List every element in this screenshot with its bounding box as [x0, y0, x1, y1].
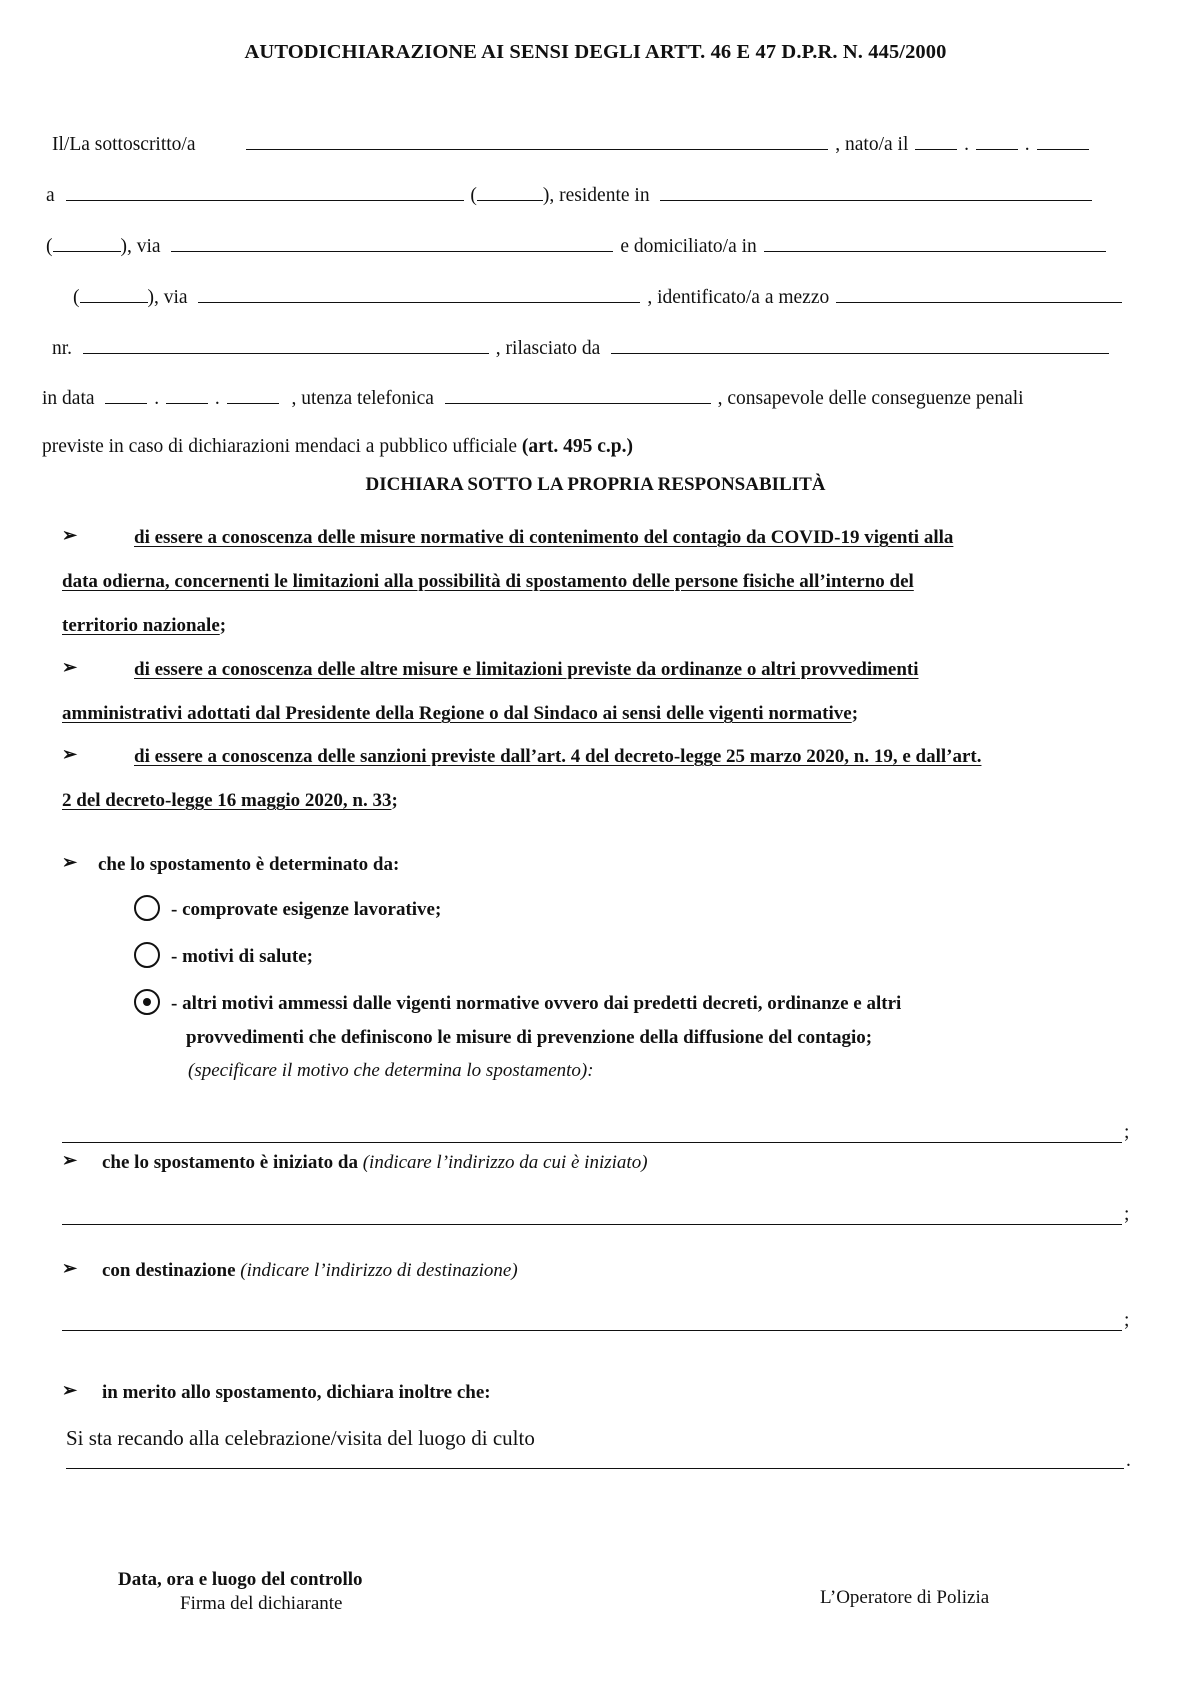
- row-luogo-nascita: [46, 183, 1094, 206]
- operatore-polizia-label: L’Operatore di Polizia: [820, 1587, 990, 1608]
- rilasciato-label: , rilasciato da: [495, 338, 601, 359]
- option-altri-label-2: provvedimenti che definiscono le misure di prevenzione della diffusione del contagio;: [186, 1027, 873, 1048]
- identificato-label: , identificato/a a mezzo: [647, 287, 830, 308]
- previste-text: previste in caso di dichiarazioni mendaci a pubblico ufficiale: [42, 436, 522, 457]
- date-separator: .: [964, 134, 969, 155]
- semicolon: ;: [851, 703, 859, 724]
- date-separator: .: [154, 388, 160, 409]
- birth-month-field[interactable]: [976, 132, 1018, 150]
- radio-lavoro[interactable]: [134, 895, 160, 921]
- via-label: ), via: [120, 236, 161, 257]
- motivo-specification-field[interactable]: [62, 1142, 1122, 1143]
- option-altri-label: - altri motivi ammessi dalle vigenti normative ovvero dai predetti decreti, ordinanze e altri: [171, 993, 902, 1014]
- birth-province-field[interactable]: [477, 183, 543, 201]
- birth-year-field[interactable]: [1037, 132, 1089, 150]
- domiciliato-label: e domiciliato/a in: [620, 236, 757, 257]
- phone-field[interactable]: [445, 386, 711, 404]
- semicolon: ;: [1124, 1122, 1130, 1143]
- declaration-1-line-3: [62, 616, 226, 635]
- date-separator: .: [1024, 134, 1030, 155]
- row-domicilio: [73, 285, 1124, 308]
- residente-label: ), residente in: [542, 185, 650, 206]
- issue-year-field[interactable]: [227, 386, 279, 404]
- section-heading: DICHIARA SOTTO LA PROPRIA RESPONSABILITÀ: [365, 474, 826, 495]
- declaration-2-line-2: [62, 704, 858, 723]
- birth-day-field[interactable]: [915, 132, 957, 150]
- radio-altri-motivi-selected[interactable]: [134, 989, 160, 1015]
- a-label: a: [46, 185, 55, 206]
- issue-month-field[interactable]: [166, 386, 208, 404]
- id-document-type-field[interactable]: [836, 285, 1122, 303]
- declaration-3-text-2: 2 del decreto-legge 16 maggio 2020, n. 33: [62, 790, 392, 811]
- period: .: [1126, 1450, 1131, 1471]
- specify-note: (specificare il motivo che determina lo spostamento):: [188, 1060, 594, 1081]
- option-lavoro-label: - comprovate esigenze lavorative;: [171, 899, 442, 920]
- destinazione-address-field[interactable]: [62, 1330, 1122, 1331]
- motivo-label: che lo spostamento è determinato da:: [98, 854, 400, 875]
- declaration-3-text-1: di essere a conoscenza delle sanzioni previste dall’art. 4 del decreto-legge 25 marzo 2020, n. 19, e dall’art.: [134, 746, 982, 767]
- inoltre-label: in merito allo spostamento, dichiara inoltre che:: [102, 1382, 491, 1403]
- residence-province-field[interactable]: [53, 234, 121, 252]
- origine-label: che lo spostamento è iniziato da: [102, 1152, 363, 1173]
- utenza-label: , utenza telefonica: [291, 388, 434, 409]
- origine-row: [102, 1153, 648, 1172]
- declaration-1-line-1: [134, 528, 953, 547]
- declaration-1-text-3: territorio nazionale: [62, 615, 220, 636]
- semicolon: ;: [219, 615, 227, 636]
- domicile-city-field[interactable]: [764, 234, 1106, 252]
- semicolon: ;: [1124, 1310, 1130, 1331]
- bullet-arrow-icon: ➢: [62, 1258, 78, 1278]
- domicile-street-field[interactable]: [198, 285, 640, 303]
- declaration-1-text-2: data odierna, concernenti le limitazioni alla possibilità di spostamento delle persone fisiche all’interno del: [62, 571, 914, 592]
- residence-city-field[interactable]: [660, 183, 1092, 201]
- declaration-2-text-2: amministrativi adottati dal Presidente della Regione o dal Sindaco ai sensi delle vigenti normative: [62, 703, 852, 724]
- open-paren: (: [46, 236, 53, 257]
- declaration-1-line-2: [62, 572, 914, 591]
- origine-address-field[interactable]: [62, 1224, 1122, 1225]
- bullet-arrow-icon: ➢: [62, 852, 78, 872]
- data-ora-luogo-label: Data, ora e luogo del controllo: [118, 1569, 363, 1590]
- residence-street-field[interactable]: [171, 234, 613, 252]
- document-title: AUTODICHIARAZIONE AI SENSI DEGLI ARTT. 46 E 47 D.P.R. N. 445/2000: [244, 41, 947, 63]
- destinazione-hint: (indicare l’indirizzo di destinazione): [240, 1260, 518, 1281]
- open-paren: (: [73, 287, 80, 308]
- via-label: ), via: [147, 287, 188, 308]
- declaration-2-text-1: di essere a conoscenza delle altre misure e limitazioni previste da ordinanze o altri provvedimenti: [134, 659, 919, 680]
- name-field[interactable]: [246, 132, 828, 150]
- radio-selected-dot: [143, 998, 151, 1006]
- destinazione-row: [102, 1261, 518, 1280]
- row-sottoscritto: [52, 132, 1091, 155]
- semicolon: ;: [1124, 1204, 1130, 1225]
- radio-salute[interactable]: [134, 942, 160, 968]
- inoltre-answer-underline: [66, 1468, 1124, 1469]
- declaration-3-line-2: [62, 791, 398, 810]
- bullet-arrow-icon: ➢: [62, 1380, 78, 1400]
- semicolon: ;: [391, 790, 398, 811]
- birthplace-field[interactable]: [66, 183, 464, 201]
- issue-day-field[interactable]: [105, 386, 147, 404]
- date-separator: .: [214, 388, 220, 409]
- bullet-arrow-icon: ➢: [62, 1150, 78, 1170]
- bullet-arrow-icon: ➢: [62, 744, 78, 764]
- declaration-3-line-1: [134, 747, 981, 766]
- issuer-field[interactable]: [611, 336, 1109, 354]
- row-documento: [52, 336, 1111, 359]
- destinazione-label: con destinazione: [102, 1260, 241, 1281]
- sottoscritto-label: Il/La sottoscritto/a: [52, 134, 196, 155]
- row-residenza: [46, 234, 1108, 257]
- option-salute-label: - motivi di salute;: [171, 946, 313, 967]
- declaration-1-text-1: di essere a conoscenza delle misure normative di contenimento del contagio da COVID-19 vigenti alla: [134, 527, 954, 548]
- row-data-rilascio: [42, 386, 1024, 409]
- nato-label: , nato/a il: [835, 134, 909, 155]
- nr-label: nr.: [52, 338, 73, 359]
- declaration-2-line-1: [134, 660, 919, 679]
- bullet-arrow-icon: ➢: [62, 657, 78, 677]
- consapevole-label: , consapevole delle conseguenze penali: [717, 388, 1024, 409]
- in-data-label: in data: [42, 388, 95, 409]
- open-paren: (: [470, 185, 477, 206]
- id-number-field[interactable]: [83, 336, 489, 354]
- firma-dichiarante-label: Firma del dichiarante: [180, 1593, 343, 1614]
- inoltre-answer[interactable]: Si sta recando alla celebrazione/visita del luogo di culto: [66, 1426, 535, 1450]
- row-previste: [42, 437, 633, 457]
- origine-hint: (indicare l’indirizzo da cui è iniziato): [362, 1152, 648, 1173]
- bullet-arrow-icon: ➢: [62, 525, 78, 545]
- art-495-reference: (art. 495 c.p.): [521, 436, 633, 457]
- domicile-province-field[interactable]: [80, 285, 148, 303]
